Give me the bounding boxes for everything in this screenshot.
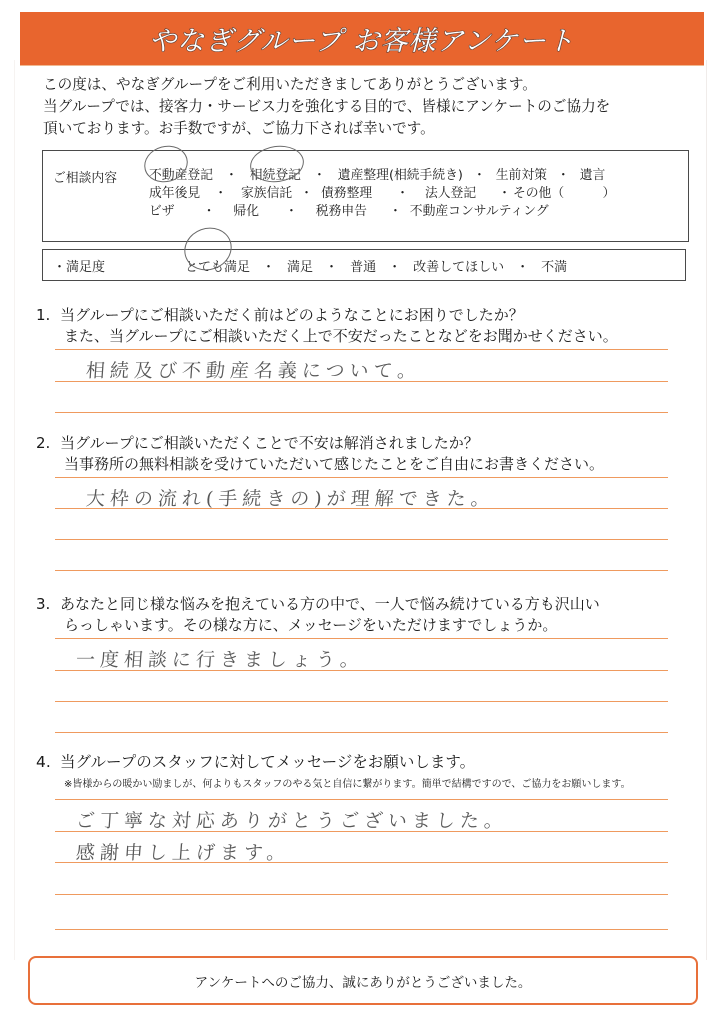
header-banner — [20, 12, 704, 66]
question-note: ※皆様からの暖かい励ましが、何よりもスタッフのやる気と自信に繋がります。簡単で結構ですので、ご協力をお願いします。 — [64, 779, 631, 790]
separator: ・ — [472, 168, 486, 183]
option-pre-death-planning[interactable]: 生前対策 — [495, 168, 547, 183]
option-will[interactable]: 遺言 — [579, 168, 606, 183]
separator: ・ — [214, 186, 227, 201]
separator: ・ — [202, 204, 216, 219]
intro-line: 頂いております。お手数ですが、ご協力下されば幸いです。 — [43, 120, 435, 137]
option-other[interactable]: その他（ ） — [512, 186, 616, 201]
option-adult-guardianship[interactable]: 成年後見 — [149, 186, 201, 201]
answer-line — [55, 349, 668, 350]
satisfaction-box — [42, 249, 686, 281]
option-neutral[interactable]: 普通 — [350, 260, 377, 275]
satisfaction-label: ・満足度 — [53, 260, 106, 275]
option-inheritance-registration[interactable]: 相続登記 — [249, 168, 301, 183]
separator: ・ — [300, 186, 313, 201]
answer-text[interactable]: 一度相談に行きましょう。 — [75, 649, 365, 671]
answer-line — [55, 638, 668, 639]
separator: ・ — [556, 168, 570, 183]
answer-line — [55, 539, 668, 540]
option-naturalization[interactable]: 帰化 — [233, 204, 259, 219]
question-3 — [36, 594, 600, 636]
option-estate-settlement[interactable]: 遺産整理(相続手続き) — [337, 168, 463, 183]
option-real-estate-registration[interactable]: 不動産登記 — [149, 168, 213, 183]
question-text: 当グループにご相談いただく前はどのようなことにお困りでしたか？ — [60, 306, 524, 324]
answer-text[interactable]: ご丁寧な対応ありがとうございました。 — [75, 810, 509, 832]
option-debt-settlement[interactable]: 債務整理 — [320, 186, 373, 201]
option-tax-filing[interactable]: 税務申告 — [315, 204, 367, 219]
consultation-box — [42, 150, 689, 242]
separator: ・ — [516, 260, 530, 275]
question-number: 3. — [36, 595, 51, 613]
option-real-estate-consulting[interactable]: 不動産コンサルティング — [409, 204, 549, 219]
answer-text[interactable]: 感謝申し上げます。 — [75, 842, 292, 864]
separator: ・ — [312, 168, 326, 183]
answer-line — [55, 929, 668, 930]
page-edge-left — [14, 60, 15, 960]
question-text: また、当グループにご相談いただく上で不安だったことなどをお聞かせください。 — [64, 327, 618, 345]
answer-line — [55, 570, 668, 571]
separator: ・ — [498, 186, 511, 201]
answer-line — [55, 701, 668, 702]
answer-line — [55, 799, 668, 800]
intro-text — [43, 74, 693, 140]
footer-box — [28, 956, 698, 1005]
footer-thanks: アンケートへのご協力、誠にありがとうございました。 — [194, 974, 532, 991]
answer-line — [55, 894, 668, 895]
satisfaction-options — [185, 256, 567, 275]
option-dissatisfied[interactable]: 不満 — [541, 260, 568, 275]
question-text: あなたと同じ様な悩みを抱えている方の中で、一人で悩み続けている方も沢山い — [60, 595, 600, 613]
consultation-row — [149, 185, 615, 203]
option-family-trust[interactable]: 家族信託 — [240, 186, 293, 201]
option-needs-improvement[interactable]: 改善してほしい — [413, 260, 505, 275]
question-number: 4. — [36, 753, 51, 771]
separator: ・ — [224, 168, 238, 183]
question-2 — [36, 433, 604, 475]
page-title: やなぎグループ お客様アンケート — [149, 26, 575, 57]
question-text: 当グループにご相談いただくことで不安は解消されましたか？ — [60, 434, 479, 452]
question-text: 当事務所の無料相談を受けていただいて感じたことをご自由にお書きください。 — [64, 455, 605, 473]
answer-line — [55, 477, 668, 478]
page-edge-right — [706, 60, 707, 960]
separator: ・ — [388, 204, 402, 219]
question-number: 1. — [36, 306, 51, 324]
separator: ・ — [396, 186, 409, 201]
intro-line: この度は、やなぎグループをご利用いただきましてありがとうございます。 — [43, 76, 537, 93]
question-4 — [36, 752, 631, 793]
question-text: 当グループのスタッフに対してメッセージをお願いします。 — [60, 753, 476, 771]
consultation-row — [149, 167, 615, 185]
answer-text[interactable]: 大枠の流れ(手続きの)が理解できた。 — [85, 488, 496, 510]
separator: ・ — [325, 260, 339, 275]
consultation-options — [149, 167, 615, 221]
answer-line — [55, 412, 668, 413]
separator: ・ — [284, 204, 298, 219]
option-very-satisfied[interactable]: とても満足 — [185, 260, 251, 275]
question-1 — [36, 305, 618, 347]
separator: ・ — [262, 260, 276, 275]
option-corporate-registration[interactable]: 法人登記 — [424, 186, 477, 201]
consultation-label: ご相談内容 — [53, 171, 117, 186]
intro-line: 当グループでは、接客力・サービス力を強化する目的で、皆様にアンケートのご協力を — [43, 98, 611, 115]
question-text: らっしゃいます。その様な方に、メッセージをいただけますでしょうか。 — [64, 616, 558, 634]
answer-text[interactable]: 相続及び不動産名義について。 — [85, 360, 422, 382]
question-number: 2. — [36, 434, 51, 452]
separator: ・ — [388, 260, 402, 275]
answer-line — [55, 732, 668, 733]
consultation-row — [149, 203, 615, 221]
option-satisfied[interactable]: 満足 — [287, 260, 314, 275]
option-visa[interactable]: ビザ — [149, 204, 175, 219]
